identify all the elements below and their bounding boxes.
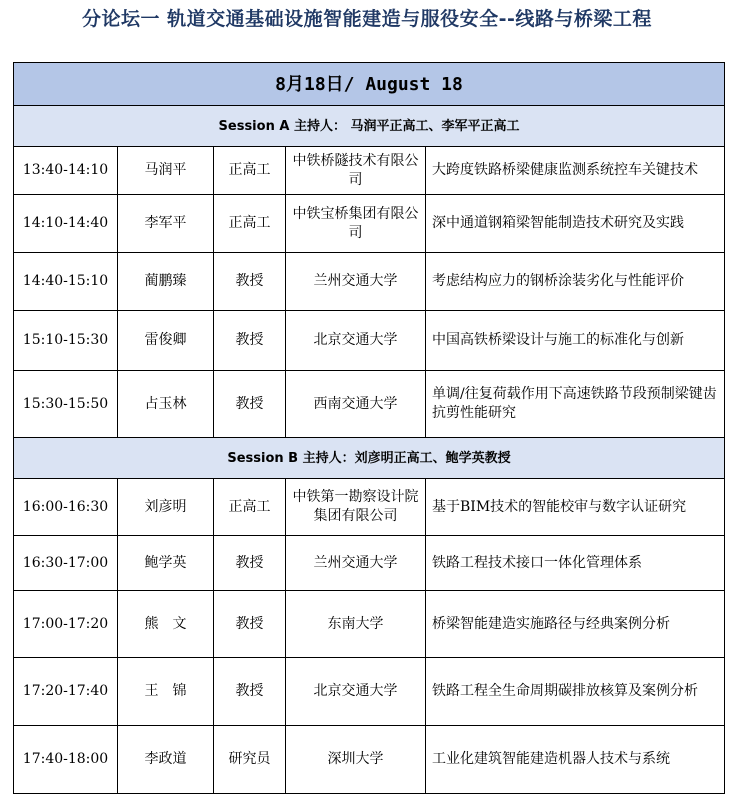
table-row — [14, 726, 725, 794]
organization: 中铁宝桥集团有限公司 — [286, 195, 426, 253]
time-cell: 17:20-17:40 — [14, 658, 118, 726]
speaker-name: 李军平 — [118, 195, 214, 253]
talk-topic: 工业化建筑智能建造机器人技术与系统 — [426, 726, 725, 794]
time-cell: 15:30-15:50 — [14, 371, 118, 438]
table-row — [14, 536, 725, 591]
speaker-name: 熊 文 — [118, 591, 214, 658]
day-header-row — [14, 63, 725, 106]
organization: 深圳大学 — [286, 726, 426, 794]
speaker-name: 王 锦 — [118, 658, 214, 726]
speaker-title: 教授 — [214, 311, 286, 371]
time-cell: 16:30-17:00 — [14, 536, 118, 591]
speaker-title: 正高工 — [214, 195, 286, 253]
table-row — [14, 253, 725, 311]
table-row — [14, 311, 725, 371]
speaker-name: 雷俊卿 — [118, 311, 214, 371]
speaker-name: 刘彦明 — [118, 479, 214, 536]
speaker-name: 李政道 — [118, 726, 214, 794]
organization: 东南大学 — [286, 591, 426, 658]
time-cell: 17:00-17:20 — [14, 591, 118, 658]
talk-topic: 中国高铁桥梁设计与施工的标准化与创新 — [426, 311, 725, 371]
schedule-table — [13, 62, 725, 794]
table-row — [14, 479, 725, 536]
organization: 西南交通大学 — [286, 371, 426, 438]
organization: 北京交通大学 — [286, 311, 426, 371]
table-row — [14, 658, 725, 726]
time-cell: 17:40-18:00 — [14, 726, 118, 794]
session-b-header: Session B 主持人：刘彦明正高工、鲍学英教授 — [14, 438, 725, 479]
speaker-title: 研究员 — [214, 726, 286, 794]
table-row — [14, 591, 725, 658]
time-cell: 15:10-15:30 — [14, 311, 118, 371]
table-row — [14, 195, 725, 253]
talk-topic: 铁路工程技术接口一体化管理体系 — [426, 536, 725, 591]
time-cell: 16:00-16:30 — [14, 479, 118, 536]
session-a-header: Session A 主持人： 马润平正高工、李军平正高工 — [14, 106, 725, 147]
speaker-title: 教授 — [214, 536, 286, 591]
time-cell: 14:40-15:10 — [14, 253, 118, 311]
table-row — [14, 147, 725, 195]
session-b-header-row — [14, 438, 725, 479]
speaker-title: 正高工 — [214, 147, 286, 195]
day-header: 8月18日/ August 18 — [14, 63, 725, 106]
talk-topic: 深中通道钢箱梁智能制造技术研究及实践 — [426, 195, 725, 253]
page-title: 分论坛一 轨道交通基础设施智能建造与服役安全--线路与桥梁工程 — [82, 8, 652, 30]
organization: 北京交通大学 — [286, 658, 426, 726]
organization: 兰州交通大学 — [286, 253, 426, 311]
speaker-name: 占玉林 — [118, 371, 214, 438]
session-a-header-row — [14, 106, 725, 147]
speaker-title: 教授 — [214, 591, 286, 658]
speaker-name: 鲍学英 — [118, 536, 214, 591]
time-cell: 14:10-14:40 — [14, 195, 118, 253]
talk-topic: 考虑结构应力的钢桥涂装劣化与性能评价 — [426, 253, 725, 311]
talk-topic: 铁路工程全生命周期碳排放核算及案例分析 — [426, 658, 725, 726]
speaker-name: 蔺鹏臻 — [118, 253, 214, 311]
organization: 兰州交通大学 — [286, 536, 426, 591]
table-row — [14, 371, 725, 438]
speaker-title: 正高工 — [214, 479, 286, 536]
time-cell: 13:40-14:10 — [14, 147, 118, 195]
speaker-title: 教授 — [214, 658, 286, 726]
organization: 中铁第一勘察设计院集团有限公司 — [286, 479, 426, 536]
talk-topic: 单调/往复荷载作用下高速铁路节段预制梁键齿抗剪性能研究 — [426, 371, 725, 438]
talk-topic: 大跨度铁路桥梁健康监测系统控车关键技术 — [426, 147, 725, 195]
talk-topic: 基于BIM技术的智能校审与数字认证研究 — [426, 479, 725, 536]
speaker-title: 教授 — [214, 253, 286, 311]
talk-topic: 桥梁智能建造实施路径与经典案例分析 — [426, 591, 725, 658]
speaker-name: 马润平 — [118, 147, 214, 195]
speaker-title: 教授 — [214, 371, 286, 438]
organization: 中铁桥隧技术有限公司 — [286, 147, 426, 195]
